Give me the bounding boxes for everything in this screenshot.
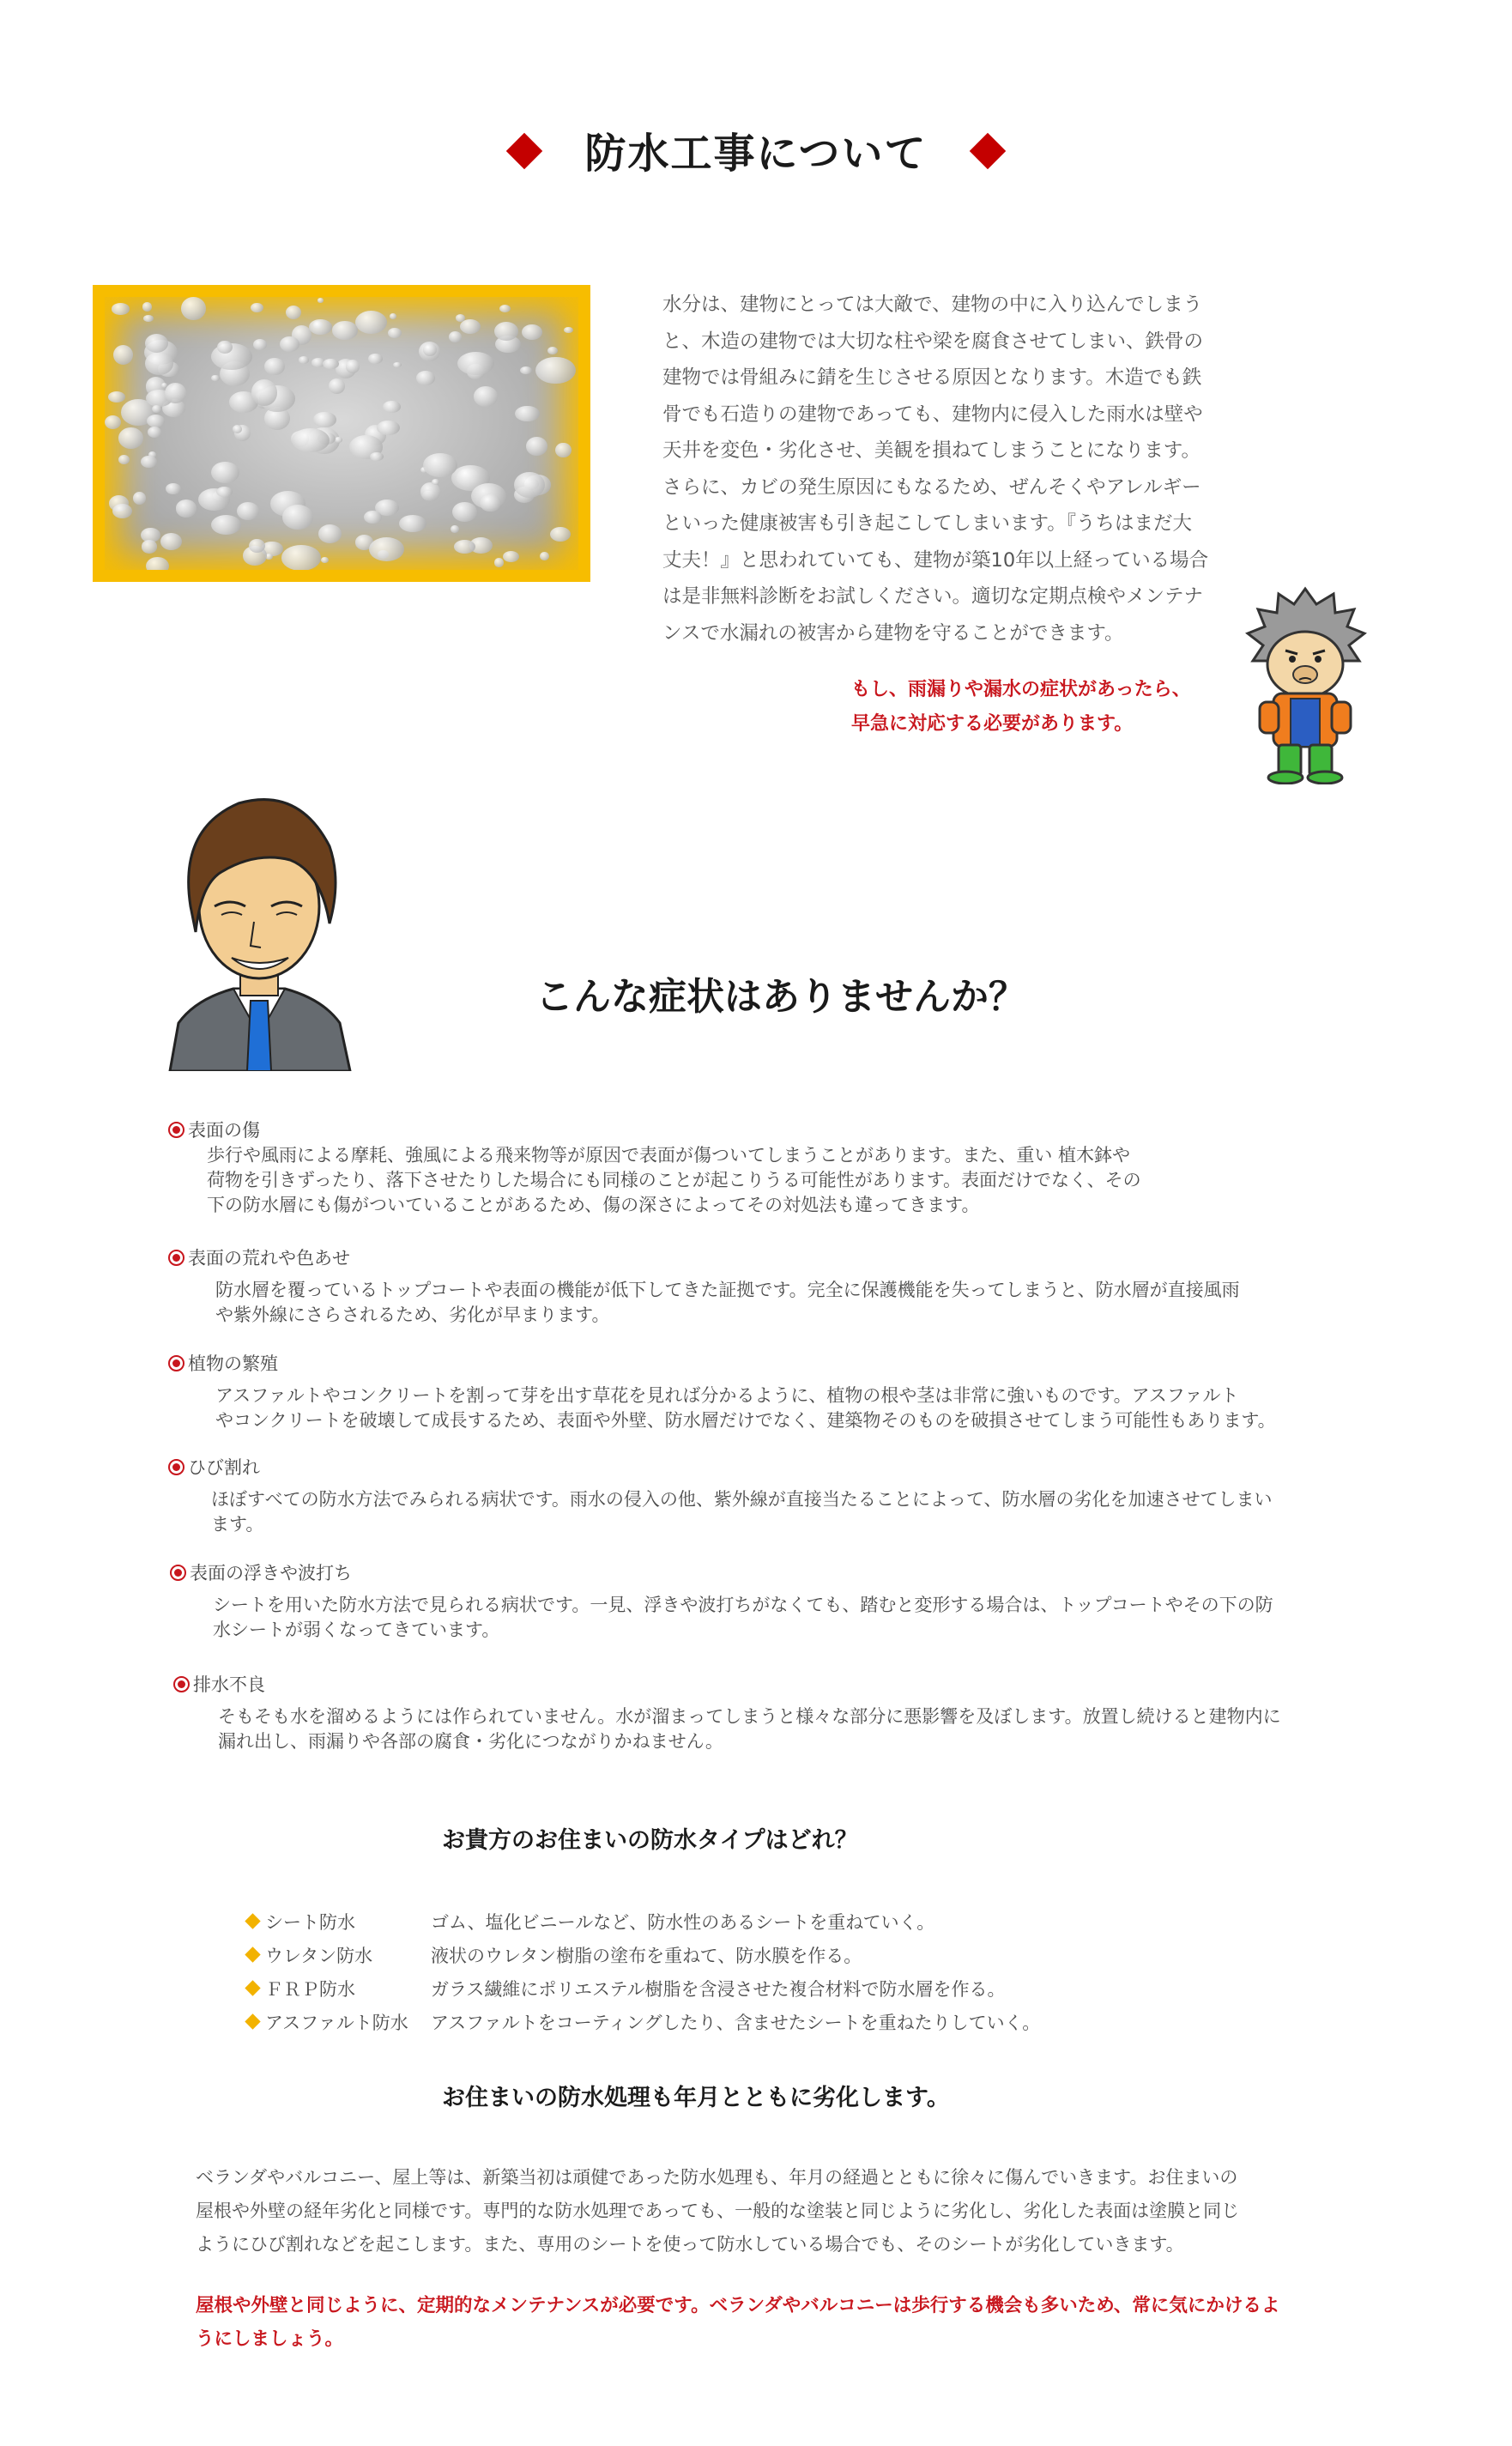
water-drop [237, 502, 260, 520]
symptom-line: シートを用いた防水方法で見られる病状です。一見、浮きや波打ちがなくても、踏むと変形する場合は、トップコートやその下の防 [213, 1595, 1273, 1615]
water-drop [321, 557, 329, 563]
symptom-title-row [173, 1671, 1409, 1697]
water-drop [399, 515, 426, 532]
water-drop [118, 427, 144, 449]
type-name-cell [247, 1909, 431, 1934]
type-name-cell [247, 1976, 431, 2001]
water-drop [113, 345, 133, 365]
mascot-illustration [1241, 585, 1370, 784]
water-drop [474, 386, 498, 407]
water-drop [112, 303, 130, 315]
red-circle-bullet-icon [168, 1250, 184, 1266]
intro-line: は是非無料診断をお試しください。適切な定期点検やメンテナ [662, 585, 1204, 608]
water-drop [555, 443, 571, 457]
water-drop [564, 327, 572, 333]
page-title: 防水工事について [584, 130, 928, 178]
water-drop [494, 322, 518, 341]
symptom-title-row [168, 1454, 1404, 1480]
symptom-title-row [168, 1117, 1404, 1142]
symptom-line: ます。 [211, 1514, 264, 1535]
intro-paragraph [662, 287, 1280, 651]
symptom-title: 表面の浮きや波打ち [190, 1563, 352, 1583]
intro-line: 天井を変色・劣化させ、美観を損ねてしまうことになります。 [662, 439, 1201, 462]
symptom-line: 漏れ出し、雨漏りや各部の腐食・劣化につながりかねません。 [218, 1731, 723, 1752]
intro-line: さらに、カビの発生原因にもなるため、ぜんそくやアレルギー [662, 475, 1201, 499]
water-drop [292, 428, 330, 452]
water-drop [280, 336, 299, 352]
water-drop [216, 487, 233, 497]
water-drop [176, 499, 197, 517]
water-drop [390, 313, 396, 319]
symptom-item [168, 1454, 1404, 1537]
water-drop [253, 339, 267, 350]
water-drop [147, 415, 165, 427]
water-droplets-image [105, 297, 578, 570]
water-drop [480, 494, 500, 512]
intro-line: といった健康被害も引き起こしてしまいます。『うちはまだ大 [662, 512, 1192, 535]
water-droplets-photo [93, 285, 590, 582]
water-drop [522, 324, 542, 340]
red-circle-bullet-icon [173, 1676, 190, 1692]
water-drop [368, 354, 382, 364]
water-drop [264, 358, 284, 375]
symptom-title: 表面の傷 [188, 1120, 260, 1141]
symptoms-heading: こんな症状はありませんか？ [535, 975, 1026, 1019]
intro-line: 丈夫！』と思われていても、建物が築10年以上経っている場合 [662, 548, 1209, 572]
water-drop [452, 502, 476, 522]
symptom-line: 歩行や風雨による摩耗、強風による飛来物等が原因で表面が傷ついてしまうことがあります。また、重い 植木鉢や [207, 1145, 1130, 1165]
water-drop [142, 302, 152, 311]
water-drop [460, 319, 481, 334]
water-drop [329, 378, 346, 394]
symptom-line: や紫外線にさらされるため、劣化が早まります。 [215, 1305, 610, 1325]
page-title-row [0, 120, 1512, 179]
water-drop [141, 456, 157, 469]
water-drop [423, 343, 437, 356]
symptom-description [215, 1383, 1404, 1433]
water-drop [515, 406, 539, 421]
symptom-description [211, 1487, 1404, 1537]
staff-portrait-illustration [161, 778, 357, 1071]
water-drop [233, 425, 242, 433]
water-drop [503, 551, 519, 562]
type-name-cell [247, 2009, 431, 2035]
types-heading: お貴方のお住まいの防水タイプはどれ？ [442, 1827, 858, 1854]
type-row [247, 1971, 1277, 2005]
red-circle-bullet-icon [168, 1122, 184, 1138]
symptom-line: ほぼすべての防水方法でみられる病状です。雨水の侵入の他、紫外線が直接当たることによって、防水層の劣化を加速させてしまい [211, 1489, 1273, 1510]
symptom-line: そもそも水を溜めるようには作られていません。水が溜まってしまうと様々な部分に悪影響を及ぼします。放置し続けると建物内に [218, 1706, 1281, 1727]
leak-alert-text [851, 673, 1246, 742]
water-drop [143, 315, 154, 322]
symptom-description [218, 1704, 1409, 1754]
closing-line: 屋根や外壁と同じように、定期的なメンテナンスが必要です。ベランダやバルコニーは歩行する機会も多いため、常に気にかけるよ [196, 2295, 1280, 2316]
type-description: ガラス繊維にポリエステル樹脂を含浸させた複合材料で防水層を作る。 [431, 1978, 1006, 2000]
water-drop [364, 511, 382, 524]
water-drop [540, 552, 549, 561]
aging-heading: お住まいの防水処理も年月とともに劣化します。 [442, 2085, 950, 2111]
symptom-item [168, 1244, 1404, 1328]
symptom-title-row [168, 1244, 1404, 1270]
water-drop [251, 379, 278, 406]
symptom-line: 荷物を引きずったり、落下させたりした場合にも同様のことが起こりうる可能性があります。表面だけでなく、その [207, 1170, 1141, 1190]
water-drop [146, 557, 169, 570]
aging-line: 屋根や外壁の経年劣化と同様です。専門的な防水処理であっても、一般的な塗装と同じように劣化し、劣化した表面は塗膜と同じ [196, 2201, 1240, 2221]
water-drop [550, 527, 571, 542]
water-drop [105, 415, 121, 429]
water-drop [420, 482, 440, 500]
water-drop [309, 319, 332, 335]
water-drop [313, 412, 336, 427]
water-drop [148, 427, 161, 438]
yellow-diamond-icon [245, 1913, 260, 1928]
water-drop [457, 352, 495, 376]
water-drop [346, 360, 360, 373]
water-drop [355, 311, 387, 334]
red-circle-bullet-icon [168, 1459, 184, 1475]
yellow-diamond-icon [245, 1947, 260, 1962]
symptom-description [207, 1143, 1404, 1218]
alert-line: もし、雨漏りや漏水の症状があったら、 [851, 679, 1191, 700]
water-drop [383, 401, 402, 413]
water-drop [547, 347, 558, 354]
symptom-title-row [170, 1559, 1406, 1585]
symptom-title: 排水不良 [193, 1674, 265, 1695]
alert-line: 早急に対応する必要があります。 [851, 713, 1134, 735]
water-drop [251, 303, 263, 312]
red-diamond-icon [506, 133, 542, 169]
water-drop [211, 515, 241, 535]
water-drop [494, 558, 503, 566]
symptom-line: やコンクリートを破壊して成長するため、表面や外壁、防水層だけでなく、建築物そのものを破損させてしまう可能性もあります。 [215, 1410, 1276, 1431]
symptom-title: ひび割れ [188, 1457, 260, 1478]
water-drop [454, 540, 475, 554]
water-drop [211, 462, 239, 483]
water-drop [520, 366, 532, 374]
symptom-title: 表面の荒れや色あせ [188, 1248, 350, 1268]
water-drop [152, 405, 161, 413]
water-drop [535, 357, 575, 384]
water-drop [108, 391, 125, 403]
intro-line: 骨でも石造りの建物であっても、建物内に侵入した雨水は壁や [662, 403, 1203, 426]
symptom-item [168, 1117, 1404, 1218]
type-name: ウレタン防水 [265, 1945, 373, 1966]
closing-note [196, 2289, 1431, 2356]
symptom-item [170, 1559, 1406, 1643]
water-drop [318, 524, 342, 543]
type-name: シート防水 [265, 1911, 355, 1933]
symptom-description [215, 1278, 1404, 1328]
yellow-diamond-icon [245, 2013, 260, 2029]
water-drop [451, 525, 459, 533]
water-drop [160, 533, 182, 550]
aging-line: ベランダやバルコニー、屋上等は、新築当初は頑健であった防水処理も、年月の経過とともに徐々に傷んでいきます。お住まいの [196, 2167, 1238, 2188]
red-circle-bullet-icon [170, 1565, 186, 1581]
water-drop [332, 321, 358, 339]
symptom-line: 水シートが弱くなってきています。 [213, 1620, 500, 1640]
water-drop [118, 455, 130, 464]
intro-line: 建物では骨組みに錆を生じさせる原因となります。木造でも鉄 [662, 366, 1202, 389]
symptom-item [168, 1350, 1404, 1433]
closing-line: うにしましょう。 [196, 2328, 344, 2350]
type-row [247, 1904, 1277, 1938]
water-drop [281, 545, 321, 570]
water-drop [423, 453, 457, 477]
water-drop [142, 540, 157, 553]
type-name: アスファルト防水 [265, 2012, 408, 2033]
red-circle-bullet-icon [168, 1355, 184, 1371]
symptom-title: 植物の繁殖 [188, 1353, 278, 1374]
water-drop [217, 341, 233, 354]
water-drop [388, 328, 402, 338]
water-drop [369, 537, 404, 561]
symptom-item [173, 1671, 1409, 1754]
symptom-description [213, 1593, 1406, 1643]
water-drop [211, 375, 219, 382]
water-drop [286, 306, 302, 320]
water-drop [370, 452, 383, 461]
intro-line: と、木造の建物では大切な柱や梁を腐食させてしまい、鉄骨の [662, 330, 1204, 353]
water-drop [166, 483, 181, 494]
type-description: ゴム、塩化ビニールなど、防水性のあるシートを重ねていく。 [431, 1911, 935, 1933]
types-list [247, 1904, 1277, 2038]
water-drop [133, 492, 146, 505]
intro-line: ンスで水漏れの被害から建物を守ることができます。 [662, 621, 1124, 645]
water-drop [318, 298, 324, 303]
yellow-diamond-icon [245, 1980, 260, 1995]
water-drop [112, 504, 132, 519]
water-drop [282, 505, 313, 530]
intro-line: 水分は、建物にとっては大敵で、建物の中に入り込んでしまう [662, 294, 1203, 316]
water-drop [165, 383, 186, 403]
water-drop [393, 362, 402, 367]
water-drop [299, 356, 308, 364]
symptom-line: アスファルトやコンクリートを割って芽を出す草花を見れば分かるように、植物の根や茎は非常に強いものです。アスファルト [215, 1385, 1239, 1406]
water-drop [416, 371, 435, 385]
water-drop [432, 479, 439, 485]
aging-paragraph [196, 2161, 1414, 2261]
water-drop [449, 331, 462, 342]
symptom-line: 防水層を覆っているトップコートや表面の機能が低下してきた証拠です。完全に保護機能を失ってしまうと、防水層が直接風雨 [215, 1280, 1240, 1300]
type-name-cell [247, 1942, 431, 1968]
type-description: アスファルトをコーティングしたり、含ませたシートを重ねたりしていく。 [431, 2012, 1041, 2033]
water-drop [145, 352, 174, 375]
type-row [247, 1938, 1277, 1971]
type-description: 液状のウレタン樹脂の塗布を重ねて、防水膜を作る。 [431, 1945, 862, 1966]
aging-line: ようにひび割れなどを起こします。また、専用のシートを使って防水している場合でも、そのシートが劣化していきます。 [196, 2234, 1184, 2255]
water-drop [499, 305, 511, 312]
water-drop [145, 334, 168, 353]
type-name: ＦＲＰ防水 [265, 1978, 355, 2000]
symptom-title-row [168, 1350, 1404, 1376]
water-drop [377, 421, 400, 436]
red-diamond-icon [969, 133, 1005, 169]
water-drop [181, 297, 206, 320]
water-drop [526, 437, 547, 456]
type-row [247, 2005, 1277, 2038]
water-drop [335, 437, 342, 443]
symptom-line: 下の防水層にも傷がついていることがあるため、傷の深さによってその対処法も違ってきます。 [207, 1195, 980, 1215]
